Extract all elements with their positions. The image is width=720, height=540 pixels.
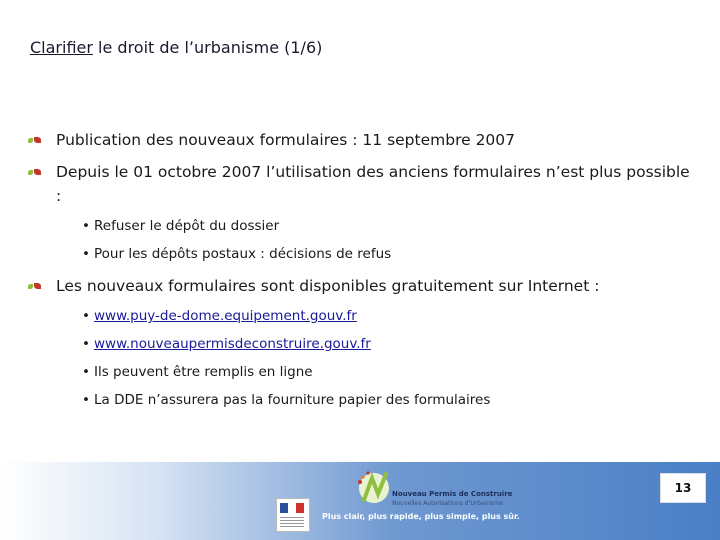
page-number: 13 bbox=[660, 473, 706, 503]
sub-item bbox=[82, 216, 698, 236]
sub-item bbox=[82, 306, 698, 326]
bullet-item-3 bbox=[28, 274, 698, 298]
sub-item bbox=[82, 244, 698, 264]
footer-band bbox=[0, 462, 720, 540]
logo-name: Nouveau Permis de Construire bbox=[392, 490, 513, 498]
leaf-bullet-icon bbox=[28, 283, 44, 291]
sub-bullet-icon: • bbox=[82, 218, 90, 234]
title-lead: Clarifier bbox=[30, 38, 93, 57]
title-rest: le droit de l’urbanisme (1/6) bbox=[92, 38, 323, 57]
slide-title bbox=[30, 38, 322, 57]
leaf-bullet-icon bbox=[28, 169, 44, 177]
sub-text: Ils peuvent être remplis en ligne bbox=[94, 364, 313, 380]
sub-item bbox=[82, 362, 698, 382]
sub-bullet-icon: • bbox=[82, 336, 90, 352]
link-puy-de-dome[interactable]: www.puy-de-dome.equipement.gouv.fr bbox=[94, 308, 357, 324]
sub-text: Refuser le dépôt du dossier bbox=[94, 218, 280, 234]
sub-item bbox=[82, 334, 698, 354]
bullet-text: Publication des nouveaux formulaires : 11 septembre 2007 bbox=[56, 131, 516, 149]
bullet-item-1 bbox=[28, 128, 698, 152]
sub-bullet-icon: • bbox=[82, 246, 90, 262]
bullet-text: Depuis le 01 octobre 2007 l’utilisation des anciens formulaires n’est plus possible : bbox=[56, 163, 690, 205]
leaf-bullet-icon bbox=[28, 137, 44, 145]
footer-slogan: Plus clair, plus rapide, plus simple, plus sûr. bbox=[322, 512, 520, 521]
sub-bullet-icon: • bbox=[82, 392, 90, 408]
sub-bullet-icon: • bbox=[82, 364, 90, 380]
logo-caption bbox=[392, 490, 512, 508]
bullet-item-2 bbox=[28, 160, 698, 208]
slide-content bbox=[28, 128, 698, 410]
republique-francaise-logo-icon bbox=[276, 498, 310, 532]
sub-text: Pour les dépôts postaux : décisions de refus bbox=[94, 246, 392, 262]
logo-subname: Nouvelles Autorisations d’Urbanisme bbox=[392, 500, 503, 507]
sub-item bbox=[82, 390, 698, 410]
sub-bullet-icon: • bbox=[82, 308, 90, 324]
link-nouveau-permis[interactable]: www.nouveaupermisdeconstruire.gouv.fr bbox=[94, 336, 371, 352]
bullet-text: Les nouveaux formulaires sont disponibles gratuitement sur Internet : bbox=[56, 277, 600, 295]
sub-text: La DDE n’assurera pas la fourniture papier des formulaires bbox=[94, 392, 491, 408]
